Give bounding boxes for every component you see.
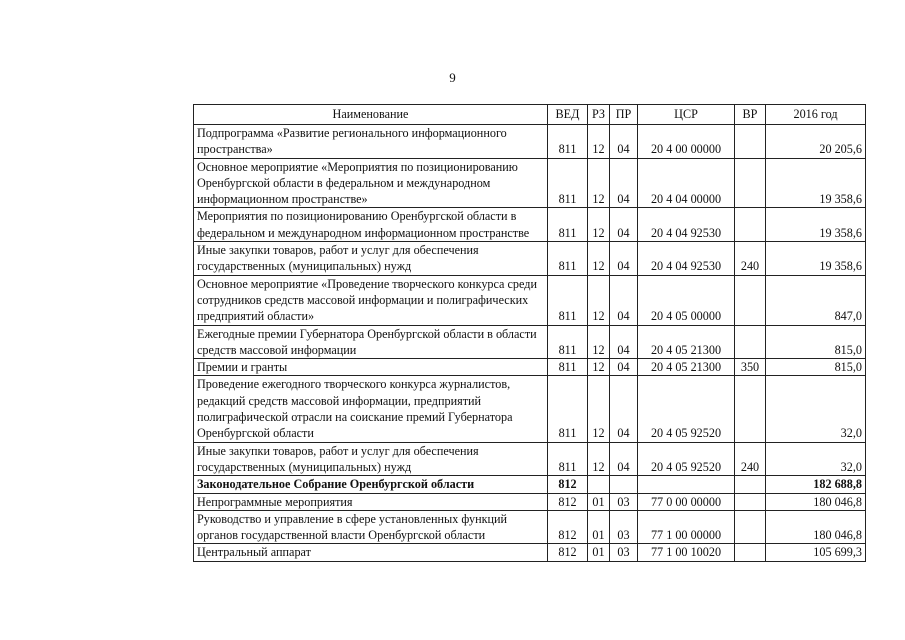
cell-csr: 77 1 00 00000 [638, 510, 735, 544]
cell-name: Проведение ежегодного творческого конкурса журналистов, редакций средств массовой информации, предприятий полиграфической отрасли на соискание премий Губернатора Оренбургской области [194, 376, 548, 442]
table-row [194, 125, 866, 159]
cell-pr: 04 [610, 376, 638, 442]
cell-pr: 03 [610, 510, 638, 544]
cell-csr: 20 4 05 00000 [638, 275, 735, 325]
cell-ved: 812 [548, 510, 588, 544]
cell-vr [735, 476, 766, 493]
cell-ved: 811 [548, 359, 588, 376]
cell-vr [735, 208, 766, 242]
cell-amount: 19 358,6 [766, 242, 866, 276]
cell-csr: 20 4 05 92520 [638, 376, 735, 442]
table-row [194, 359, 866, 376]
cell-amount: 815,0 [766, 359, 866, 376]
cell-rz [588, 476, 610, 493]
cell-csr: 20 4 05 21300 [638, 359, 735, 376]
table-row [194, 493, 866, 510]
cell-pr: 04 [610, 442, 638, 476]
cell-rz: 01 [588, 510, 610, 544]
cell-csr: 77 1 00 10020 [638, 544, 735, 561]
header-pr: ПР [610, 105, 638, 125]
cell-vr [735, 493, 766, 510]
cell-name: Ежегодные премии Губернатора Оренбургской области в области средств массовой информации [194, 325, 548, 359]
cell-name: Иные закупки товаров, работ и услуг для обеспечения государственных (муниципальных) нужд [194, 442, 548, 476]
table-row [194, 476, 866, 493]
cell-vr: 350 [735, 359, 766, 376]
cell-csr: 20 4 04 92530 [638, 242, 735, 276]
cell-ved: 812 [548, 493, 588, 510]
table-header [194, 105, 866, 125]
cell-rz: 01 [588, 544, 610, 561]
header-row [194, 105, 866, 125]
cell-amount: 182 688,8 [766, 476, 866, 493]
cell-rz: 12 [588, 242, 610, 276]
table-row [194, 325, 866, 359]
cell-pr: 04 [610, 242, 638, 276]
cell-vr [735, 510, 766, 544]
cell-vr: 240 [735, 242, 766, 276]
cell-name: Премии и гранты [194, 359, 548, 376]
cell-ved: 811 [548, 275, 588, 325]
cell-ved: 811 [548, 208, 588, 242]
cell-ved: 812 [548, 544, 588, 561]
cell-rz: 12 [588, 376, 610, 442]
cell-vr [735, 158, 766, 208]
cell-csr: 20 4 05 21300 [638, 325, 735, 359]
table-row [194, 158, 866, 208]
cell-pr: 04 [610, 158, 638, 208]
cell-ved: 811 [548, 158, 588, 208]
cell-pr: 04 [610, 359, 638, 376]
cell-amount: 847,0 [766, 275, 866, 325]
cell-vr [735, 325, 766, 359]
table-row [194, 242, 866, 276]
cell-ved: 811 [548, 242, 588, 276]
cell-pr: 03 [610, 493, 638, 510]
cell-name: Руководство и управление в сфере установленных функций органов государственной власти Оренбургской области [194, 510, 548, 544]
table-row [194, 510, 866, 544]
cell-pr: 04 [610, 208, 638, 242]
cell-pr: 03 [610, 544, 638, 561]
cell-csr: 77 0 00 00000 [638, 493, 735, 510]
cell-csr [638, 476, 735, 493]
cell-rz: 12 [588, 359, 610, 376]
cell-name: Подпрограмма «Развитие регионального информационного пространства» [194, 125, 548, 159]
cell-vr [735, 544, 766, 561]
cell-ved: 811 [548, 125, 588, 159]
cell-name: Мероприятия по позиционированию Оренбургской области в федеральном и международном информационном пространстве [194, 208, 548, 242]
table-row [194, 442, 866, 476]
cell-ved: 811 [548, 325, 588, 359]
cell-amount: 180 046,8 [766, 510, 866, 544]
cell-amount: 32,0 [766, 376, 866, 442]
cell-name: Законодательное Собрание Оренбургской области [194, 476, 548, 493]
cell-rz: 12 [588, 442, 610, 476]
page-number: 9 [449, 70, 456, 85]
cell-rz: 01 [588, 493, 610, 510]
table-row [194, 208, 866, 242]
cell-amount: 19 358,6 [766, 208, 866, 242]
cell-ved: 811 [548, 376, 588, 442]
cell-amount: 815,0 [766, 325, 866, 359]
cell-pr [610, 476, 638, 493]
cell-amount: 19 358,6 [766, 158, 866, 208]
cell-csr: 20 4 00 00000 [638, 125, 735, 159]
cell-name: Иные закупки товаров, работ и услуг для обеспечения государственных (муниципальных) нужд [194, 242, 548, 276]
cell-csr: 20 4 05 92520 [638, 442, 735, 476]
header-vr: ВР [735, 105, 766, 125]
cell-name: Основное мероприятие «Мероприятия по позиционированию Оренбургской области в федеральном и международном информационном пространстве» [194, 158, 548, 208]
budget-table [193, 104, 866, 562]
cell-rz: 12 [588, 125, 610, 159]
cell-name: Непрограммные мероприятия [194, 493, 548, 510]
cell-pr: 04 [610, 125, 638, 159]
table-row [194, 376, 866, 442]
cell-ved: 811 [548, 442, 588, 476]
table-row [194, 544, 866, 561]
cell-vr [735, 376, 766, 442]
header-csr: ЦСР [638, 105, 735, 125]
cell-amount: 180 046,8 [766, 493, 866, 510]
cell-rz: 12 [588, 208, 610, 242]
cell-ved: 812 [548, 476, 588, 493]
cell-amount: 32,0 [766, 442, 866, 476]
cell-csr: 20 4 04 00000 [638, 158, 735, 208]
cell-vr: 240 [735, 442, 766, 476]
cell-name: Центральный аппарат [194, 544, 548, 561]
cell-amount: 105 699,3 [766, 544, 866, 561]
cell-vr [735, 275, 766, 325]
cell-vr [735, 125, 766, 159]
table-row [194, 275, 866, 325]
cell-name: Основное мероприятие «Проведение творческого конкурса среди сотрудников средств массовой информации и полиграфических предприятий области» [194, 275, 548, 325]
header-year: 2016 год [766, 105, 866, 125]
header-rz: РЗ [588, 105, 610, 125]
cell-csr: 20 4 04 92530 [638, 208, 735, 242]
cell-rz: 12 [588, 275, 610, 325]
cell-pr: 04 [610, 275, 638, 325]
cell-amount: 20 205,6 [766, 125, 866, 159]
header-ved: ВЕД [548, 105, 588, 125]
cell-rz: 12 [588, 325, 610, 359]
cell-rz: 12 [588, 158, 610, 208]
table-body [194, 125, 866, 562]
cell-pr: 04 [610, 325, 638, 359]
header-name: Наименование [194, 105, 548, 125]
